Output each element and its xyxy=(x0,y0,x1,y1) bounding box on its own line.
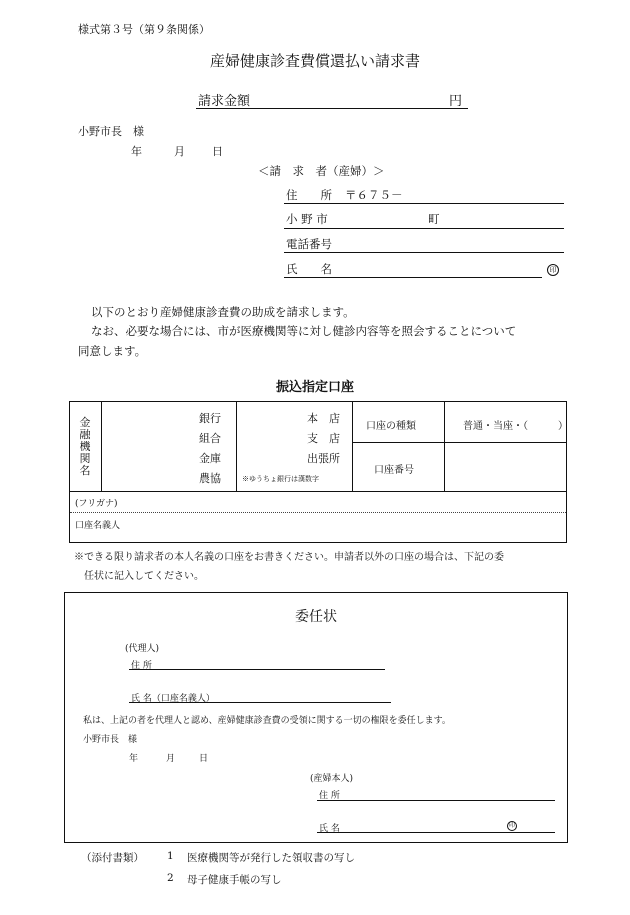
attachments-label: （添付書類） xyxy=(81,852,144,864)
statement-line-1: 以下のとおり産婦健康診査費の助成を請求します。 xyxy=(91,305,355,319)
proxy-address-label: 住 所 xyxy=(131,661,152,671)
claimant-seal-icon: 印 xyxy=(547,264,559,276)
attachment-2-number: 2 xyxy=(167,872,174,884)
institution-label: 金 融 機 関 名 xyxy=(79,416,91,477)
amount-field[interactable] xyxy=(196,108,468,109)
proxy-agent-label: (代理人) xyxy=(125,644,160,654)
amount-label: 請求金額 xyxy=(198,94,251,109)
date-day: 日 xyxy=(212,145,223,158)
note-line-2: 任状に記入してください。 xyxy=(84,571,204,582)
amount-unit: 円 xyxy=(449,94,463,109)
claimant-address-field[interactable] xyxy=(284,203,564,204)
proxy-name-field[interactable] xyxy=(129,702,391,703)
claimant-postal-prefix: 〒６７５－ xyxy=(345,188,403,202)
account-type-value[interactable]: 普通・当座・（ ） xyxy=(463,421,568,432)
claimant-phone-field[interactable] xyxy=(284,252,564,253)
proxy-principal-address-field[interactable] xyxy=(317,800,555,801)
holder-label: 口座名義人 xyxy=(75,521,121,531)
attachment-2: 母子健康手帳の写し xyxy=(187,874,282,886)
proxy-date-day: 日 xyxy=(199,754,209,764)
proxy-date-month: 月 xyxy=(166,754,176,764)
claimant-heading: ＜請 求 者（産婦）＞ xyxy=(258,164,385,178)
type-agri: 農協 xyxy=(199,472,221,485)
proxy-principal-address-label: 住 所 xyxy=(319,791,340,801)
account-heading: 振込指定口座 xyxy=(275,380,354,395)
proxy-principal-name-label: 氏 名 xyxy=(319,824,340,834)
proxy-date-year: 年 xyxy=(129,754,139,764)
claimant-town: 町 xyxy=(428,212,440,226)
proxy-title: 委任状 xyxy=(295,609,337,625)
proxy-address-field[interactable] xyxy=(129,669,385,670)
furigana-label: (フリガナ) xyxy=(75,499,118,509)
branch-office: 出張所 xyxy=(307,452,340,465)
form-style-number: 様式第３号（第９条関係） xyxy=(78,23,210,36)
claimant-name-label: 氏 名 xyxy=(286,262,332,276)
type-union: 組合 xyxy=(199,432,221,445)
claimant-city: 小 野 市 xyxy=(286,212,328,226)
form-title: 産婦健康診査費償還払い請求書 xyxy=(209,52,420,70)
note-line-1: ※できる限り請求者の本人名義の口座をお書きください。申請者以外の口座の場合は、下記の委 xyxy=(74,552,504,563)
proxy-addressee: 小野市長 様 xyxy=(83,735,138,745)
proxy-principal-name-field[interactable] xyxy=(317,832,555,833)
proxy-statement: 私は、上記の者を代理人と認め、産婦健康診査費の受領に関する一切の権限を委任します。 xyxy=(83,716,451,726)
date-year: 年 xyxy=(131,145,142,158)
statement-line-3: 同意します。 xyxy=(78,344,147,358)
proxy-seal-icon: 印 xyxy=(508,822,515,829)
claimant-phone-label: 電話番号 xyxy=(286,237,332,251)
statement-line-2: なお、必要な場合には、市が医療機関等に対し健診内容等を照会することについて xyxy=(91,324,517,338)
claimant-town-field[interactable] xyxy=(284,228,564,229)
account-number-field[interactable] xyxy=(446,444,564,489)
yucho-note: ※ゆうちょ銀行は漢数字 xyxy=(242,475,319,483)
account-type-label: 口座の種類 xyxy=(366,421,416,432)
date-month: 月 xyxy=(174,145,185,158)
attachment-1: 医療機関等が発行した領収書の写し xyxy=(187,852,355,864)
type-bank: 銀行 xyxy=(199,412,221,425)
proxy-name-label: 氏 名（口座名義人） xyxy=(131,694,215,704)
claimant-address-label: 住 所 xyxy=(286,188,332,202)
type-credit: 金庫 xyxy=(199,452,221,465)
branch-main: 本 店 xyxy=(307,412,340,425)
addressee: 小野市長 様 xyxy=(78,125,144,138)
proxy-principal-label: (産婦本人) xyxy=(310,774,354,784)
attachment-1-number: 1 xyxy=(167,850,174,862)
branch-sub: 支 店 xyxy=(307,432,340,445)
account-number-label: 口座番号 xyxy=(374,465,414,476)
claimant-name-field[interactable] xyxy=(284,277,542,278)
